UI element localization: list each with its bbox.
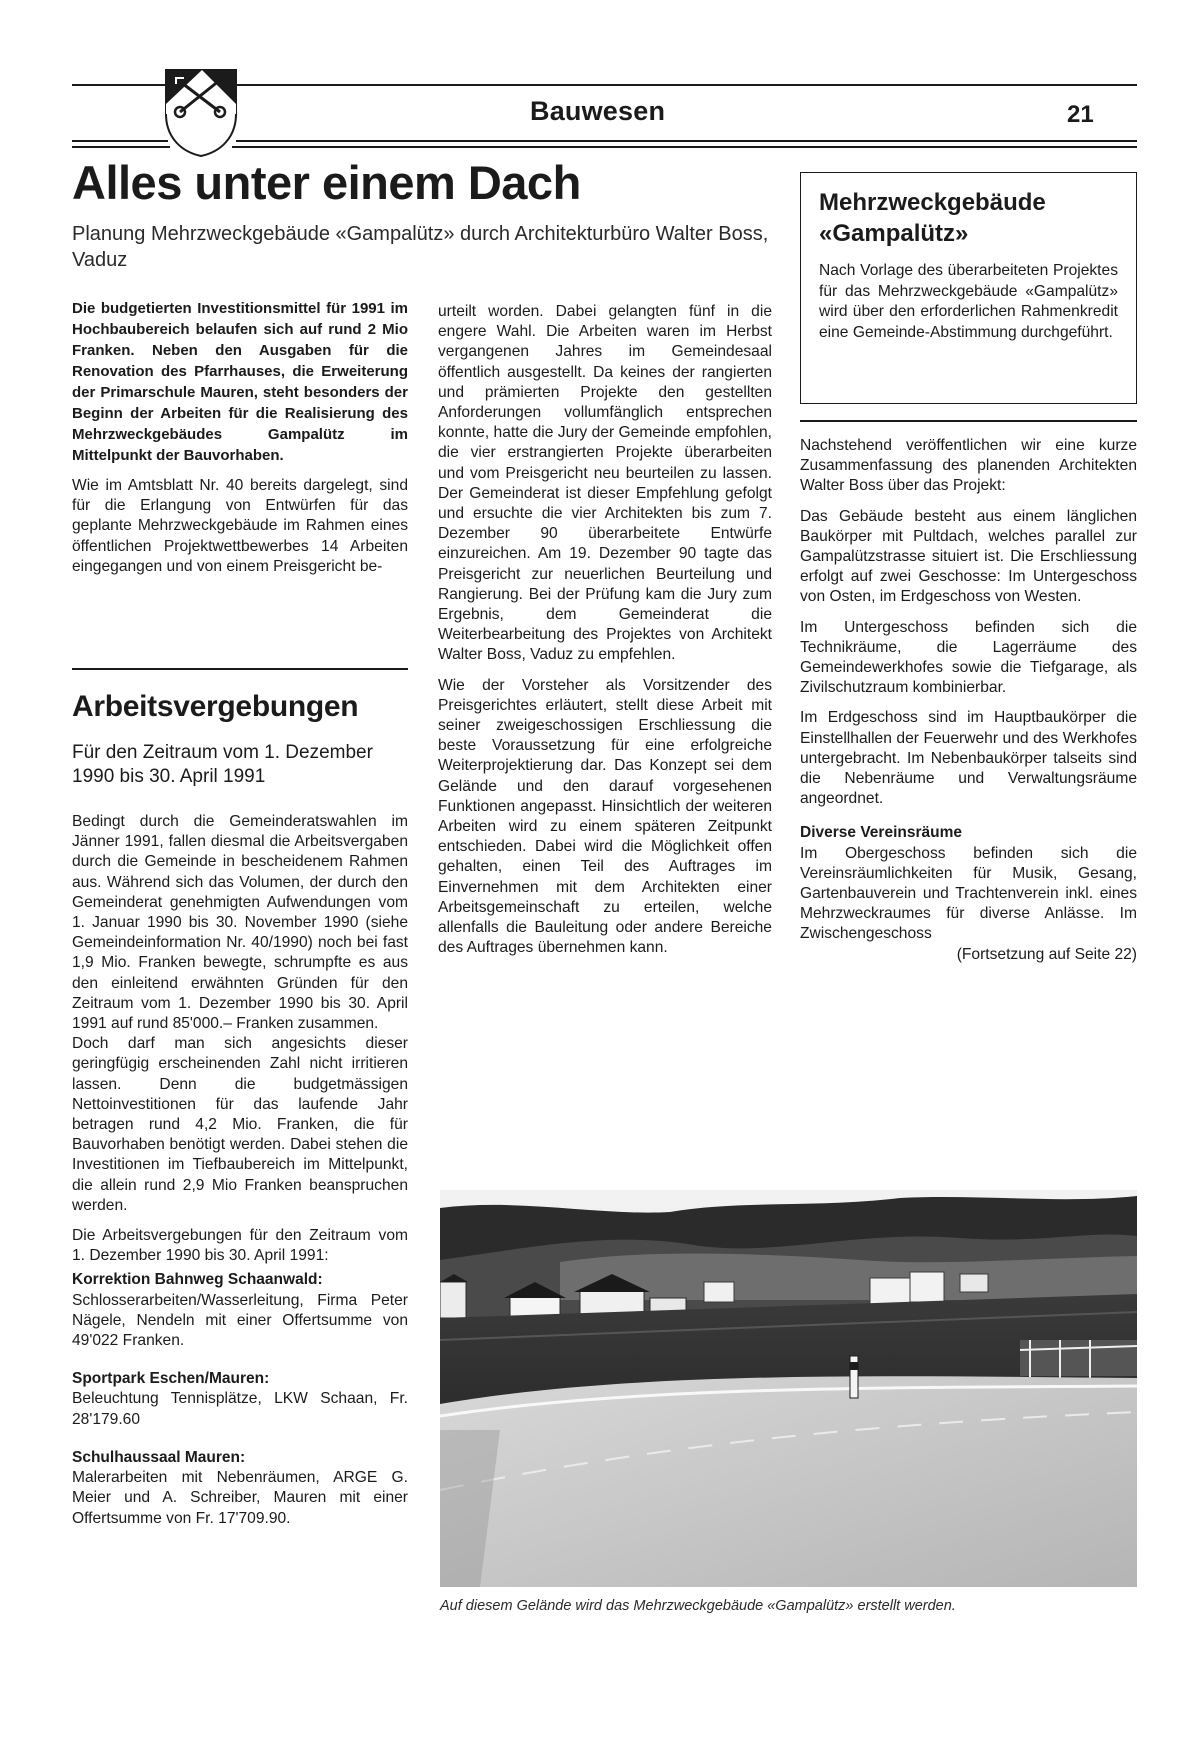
contract-award-item: [72, 1270, 408, 1351]
landscape-photo: [440, 1190, 1137, 1587]
article-paragraph: Wie im Amtsblatt Nr. 40 bereits dargelegt, sind für die Erlangung von Entwürfen für das geplante Mehrzweckgebäude im Rahmen eines öffentlichen Projektwettbewerbes 14 Arbeiten eingegangen und von einem Preisgericht be-: [72, 477, 408, 575]
column-2: [438, 302, 772, 969]
info-box-text: Nach Vorlage des überarbeiteten Projektes für das Mehrzweckgebäude «Gampalütz» wird über den erforderlichen Rahmenkredit eine Gemeinde-Abstimmung durchgeführt.: [819, 262, 1118, 341]
info-box: [800, 172, 1137, 404]
contracts-paragraph-2: Doch darf man sich angesichts dieser geringfügig erscheinenden Zahl nicht irritieren lassen. Denn die budgetmässigen Nettoinvestitionen für das laufende Jahr betragen rund 4,2 Mio. Franken, die für Bauvorhaben benötigt werden. Dabei stehen die Investitionen im Tiefbaubereich im Mittelpunkt, die allein rund 2,9 Mio Franken beanspruchen werden.: [72, 1035, 408, 1214]
article-paragraph: urteilt worden. Dabei gelangten fünf in die engere Wahl. Die Arbeiten waren im Herbst vergangenen Jahres im Gemeindesaal öffentlich ausgestellt. Da keines der rangierten und prämierten Projekte den gestellten Anforderungen vollumfänglich entsprechen konnte, hatte die Jury der Gemeinde empfohlen, die vier erstrangierten Projekte überarbeiten und vom Preisgericht neu beurteilen zu lassen. Der Gemeinderat ist dieser Empfehlung gefolgt und ersuchte die vier Architekten bis zum 7. Dezember 90 überarbeitete Entwürfe einzureichen. Am 19. Dezember 90 tagte das Preisgericht zur neuerlichen Beurteilung und Rangierung. Bei der Prüfung kam die Jury zum Ergebnis, dem Gemeinderat die Weiterbearbeitung des Projektes von Architekt Walter Boss, Vaduz zu empfehlen.: [438, 303, 772, 664]
column-1-top: [72, 298, 408, 587]
header-rule-left-1: [72, 140, 168, 142]
coat-of-arms-icon: [162, 68, 240, 158]
page-number: 21: [1067, 101, 1094, 128]
contracts-paragraph-3: Die Arbeitsvergebungen für den Zeitraum vom 1. Dezember 1990 bis 30. April 1991:: [72, 1227, 408, 1265]
subheading: Diverse Vereinsräume: [800, 824, 962, 842]
contract-award-item: [72, 1369, 408, 1430]
photo-caption: Auf diesem Gelände wird das Mehrzweckgebäude «Gampalütz» erstellt werden.: [440, 1598, 956, 1614]
article-subtitle: Planung Mehrzweckgebäude «Gampalütz» durch Architekturbüro Walter Boss, Vaduz: [72, 223, 769, 271]
header-rule-left-2: [72, 146, 170, 148]
contracts-paragraph-1: Bedingt durch die Gemeinderatswahlen im Jänner 1991, fallen diesmal die Arbeitsvergaben durch die Gemeinde in bescheidenem Rahmen aus. Während sich das Volumen, der durch den Gemeinderat genehmigten Aufwendungen vom 1. Januar 1990 bis 30. November 1990 (siehe Gemeindeinformation Nr. 40/1990) noch bei fast 1,9 Mio. Franken bewegte, schrumpfte es aus den einleitend erwähnten Gründen für den Zeitraum vom 1. Dezember 1990 bis 30. April 1991 auf rund 85'000.– Franken zusammen.: [72, 813, 408, 1033]
column-1-bottom: [72, 812, 408, 1547]
contract-project: Korrektion Bahnweg Schaanwald:: [72, 1271, 323, 1289]
article-paragraph: Nachstehend veröffentlichen wir eine kurze Zusammenfassung des planenden Architekten Walter Boss über das Projekt:: [800, 437, 1137, 495]
article-paragraph: Im Untergeschoss befinden sich die Technikräume, die Lagerräume des Gemeindewerkhofes sowie die Tiefgarage, als Zivilschutzraum kombinierbar.: [800, 618, 1137, 697]
header-rule-left-top: [72, 84, 166, 86]
info-box-title: Mehrzweckgebäude «Gampalütz»: [819, 189, 1046, 247]
contract-detail: Schlosserarbeiten/Wasserleitung, Firma Peter Nägele, Nendeln mit einer Offertsumme von 49'022 Franken.: [72, 1291, 408, 1350]
contract-project: Sportpark Eschen/Mauren:: [72, 1370, 270, 1388]
article-paragraph: Wie der Vorsteher als Vorsitzender des Preisgerichtes erläutert, stellt diese Arbeit mit seiner zweigeschossigen Erschliessung die beste Voraussetzung für eine erfolgreiche Weiterprojektierung dar. Das Konzept sei dem Gelände und den darauf vorgesehenen Funktionen angepasst. Hinsichtlich der weiteren Arbeiten wird zu einem späteren Zeitpunkt entschieden. Dabei wird die Möglichkeit offen gehalten, einen Teil des Auftrages im Einvernehmen mit dem Architekten einer Arbeitsgemeinschaft zu erteilen, welche allenfalls die Bauleitung oder andere Bereiche des Auftrages übernehmen kann.: [438, 676, 772, 957]
contracts-period: Für den Zeitraum vom 1. Dezember 1990 bis 30. April 1991: [72, 742, 373, 787]
section-title: Bauwesen: [530, 96, 666, 126]
continued-note: (Fortsetzung auf Seite 22): [956, 945, 1137, 963]
article-lead: Die budgetierten Investitionsmittel für 1991 im Hochbaubereich belaufen sich auf rund 2 Mio Franken. Neben den Ausgaben für die Renovation des Pfarrhauses, die Erweiterung der Primarschule Mauren, steht besonders der Beginn der Arbeiten für die Realisierung des Mehrzweckgebäudes Gampalütz im Mittelpunkt der Bauvorhaben.: [72, 300, 408, 464]
contract-detail: Beleuchtung Tennisplätze, LKW Schaan, Fr. 28'179.60: [72, 1390, 408, 1428]
article-title: Alles unter einem Dach: [72, 156, 581, 209]
header-rule-right-2: [232, 146, 1137, 148]
contracts-heading: Arbeitsvergebungen: [72, 690, 359, 723]
article-paragraph: Im Erdgeschoss sind im Hauptbaukörper die Einstellhallen der Feuerwehr und des Werkhofes untergebracht. Im Nebenbaukörper talseits sind die Nebenräume und Verwaltungsräume angeordnet.: [800, 709, 1137, 808]
section-divider: [72, 668, 408, 670]
contract-project: Schulhaussaal Mauren:: [72, 1448, 246, 1466]
header-rule-right-top: [236, 84, 1137, 86]
column-3: [800, 436, 1137, 965]
article-paragraph: Im Obergeschoss befinden sich die Vereinsräumlichkeiten für Musik, Gesang, Gartenbauverein und Trachtenverein inkl. eines Mehrzweckraumes für diverse Anlässe. Im Zwischengeschoss: [800, 844, 1137, 943]
right-divider: [800, 420, 1137, 422]
contract-award-item: [72, 1448, 408, 1529]
article-paragraph: Das Gebäude besteht aus einem länglichen Baukörper mit Pultdach, welches parallel zur Gampalützstrasse situiert ist. Die Erschliessung erfolgt auf zwei Geschosse: Im Untergeschoss von Osten, im Erdgeschoss von Westen.: [800, 507, 1137, 606]
contract-detail: Malerarbeiten mit Nebenräumen, ARGE G. Meier und A. Schreiber, Mauren mit einer Offertsumme von Fr. 17'709.90.: [72, 1469, 408, 1527]
header-rule-right-1: [236, 140, 1137, 142]
